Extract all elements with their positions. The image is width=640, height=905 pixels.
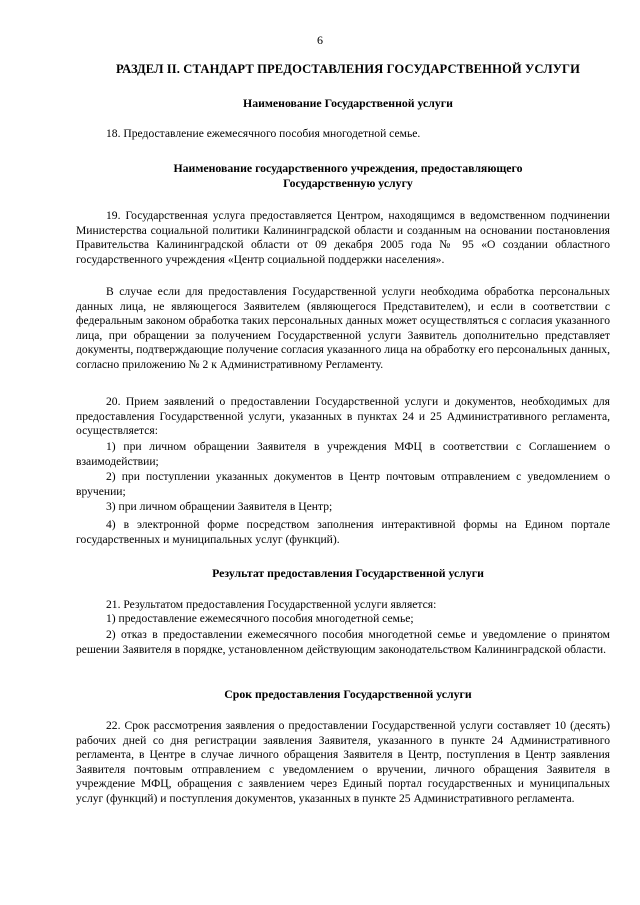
paragraph-18: 18. Предоставление ежемесячного пособия многодетной семье.	[106, 127, 421, 140]
paragraph-21-item-1: 1) предоставление ежемесячного пособия многодетной семье;	[106, 612, 414, 625]
paragraph-22: 22. Срок рассмотрения заявления о предоставлении Государственной услуги составляет 10 (десять) рабочих дней со дня регистрации заявления Заявителя, указанного в пункте 24 Административного регламента, в Центре в случае личного обращения Заявителя в Центр, поступления в Центр заявления Заявителя почтовым отправлением с уведомлением о вручении, личного обращения Заявителя в учреждение МФЦ, обращения с заявлением через Единый портал государственных и муниципальных услуг (функций) и поступления документов, указанных в пункте 25 Административного регламента.	[76, 719, 610, 805]
section-title: РАЗДЕЛ II. СТАНДАРТ ПРЕДОСТАВЛЕНИЯ ГОСУДАРСТВЕННОЙ УСЛУГИ	[115, 62, 581, 76]
paragraph-20: 20. Прием заявлений о предоставлении Государственной услуги и документов, необходимых для предоставления Государственной услуги, указанных в пунктах 24 и 25 Административного регламента, осуществляется:	[76, 395, 610, 438]
heading-result: Результат предоставления Государственной услуги	[212, 566, 484, 580]
paragraph-19-consent: В случае если для предоставления Государственной услуги необходима обработка персональных данных лица, не являющегося Заявителем (являющегося Представителем), и если в соответствии с федеральным законом обработка таких персональных данных может осуществляться с согласия указанного лица, при обращении за получением Государственной услуги Заявитель дополнительно представляет документы, подтверждающие получение согласия указанного лица на обработку его персональных данных, согласно приложению № 2 к Административному Регламенту.	[76, 285, 610, 371]
heading-institution-line1: Наименование государственного учреждения, предоставляющего	[173, 161, 523, 175]
paragraph-21-item-2: 2) отказ в предоставлении ежемесячного пособия многодетной семье и уведомление о принятом решении Заявителя в порядке, установленном действующим законодательством Калининградской области.	[76, 628, 610, 656]
paragraph-20-item-4: 4) в электронной форме посредством заполнения интерактивной формы на Едином портале государственных и муниципальных услуг (функций).	[76, 518, 610, 546]
page-number: 6	[317, 33, 323, 47]
paragraph-20-item-1: 1) при личном обращении Заявителя в учреждения МФЦ в соответствии с Соглашением о взаимодействии;	[76, 440, 610, 468]
heading-service-name: Наименование Государственной услуги	[243, 96, 453, 110]
paragraph-19: 19. Государственная услуга предоставляется Центром, находящимся в ведомственном подчинении Министерства социальной политики Калининградской области и созданным на основании постановления Правительства Калининградской области от 09 декабря 2005 года № 95 «О создании областного государственного учреждения «Центр социальной поддержки населения».	[76, 209, 610, 266]
paragraph-20-item-3: 3) при личном обращении Заявителя в Центр;	[106, 500, 333, 513]
heading-term: Срок предоставления Государственной услуги	[224, 687, 472, 701]
heading-institution-line2: Государственную услугу	[283, 175, 413, 190]
paragraph-20-item-2: 2) при поступлении указанных документов в Центр почтовым отправлением с уведомлением о вручении;	[76, 470, 610, 498]
paragraph-21: 21. Результатом предоставления Государственной услуги является:	[106, 598, 437, 611]
heading-institution	[76, 161, 620, 190]
